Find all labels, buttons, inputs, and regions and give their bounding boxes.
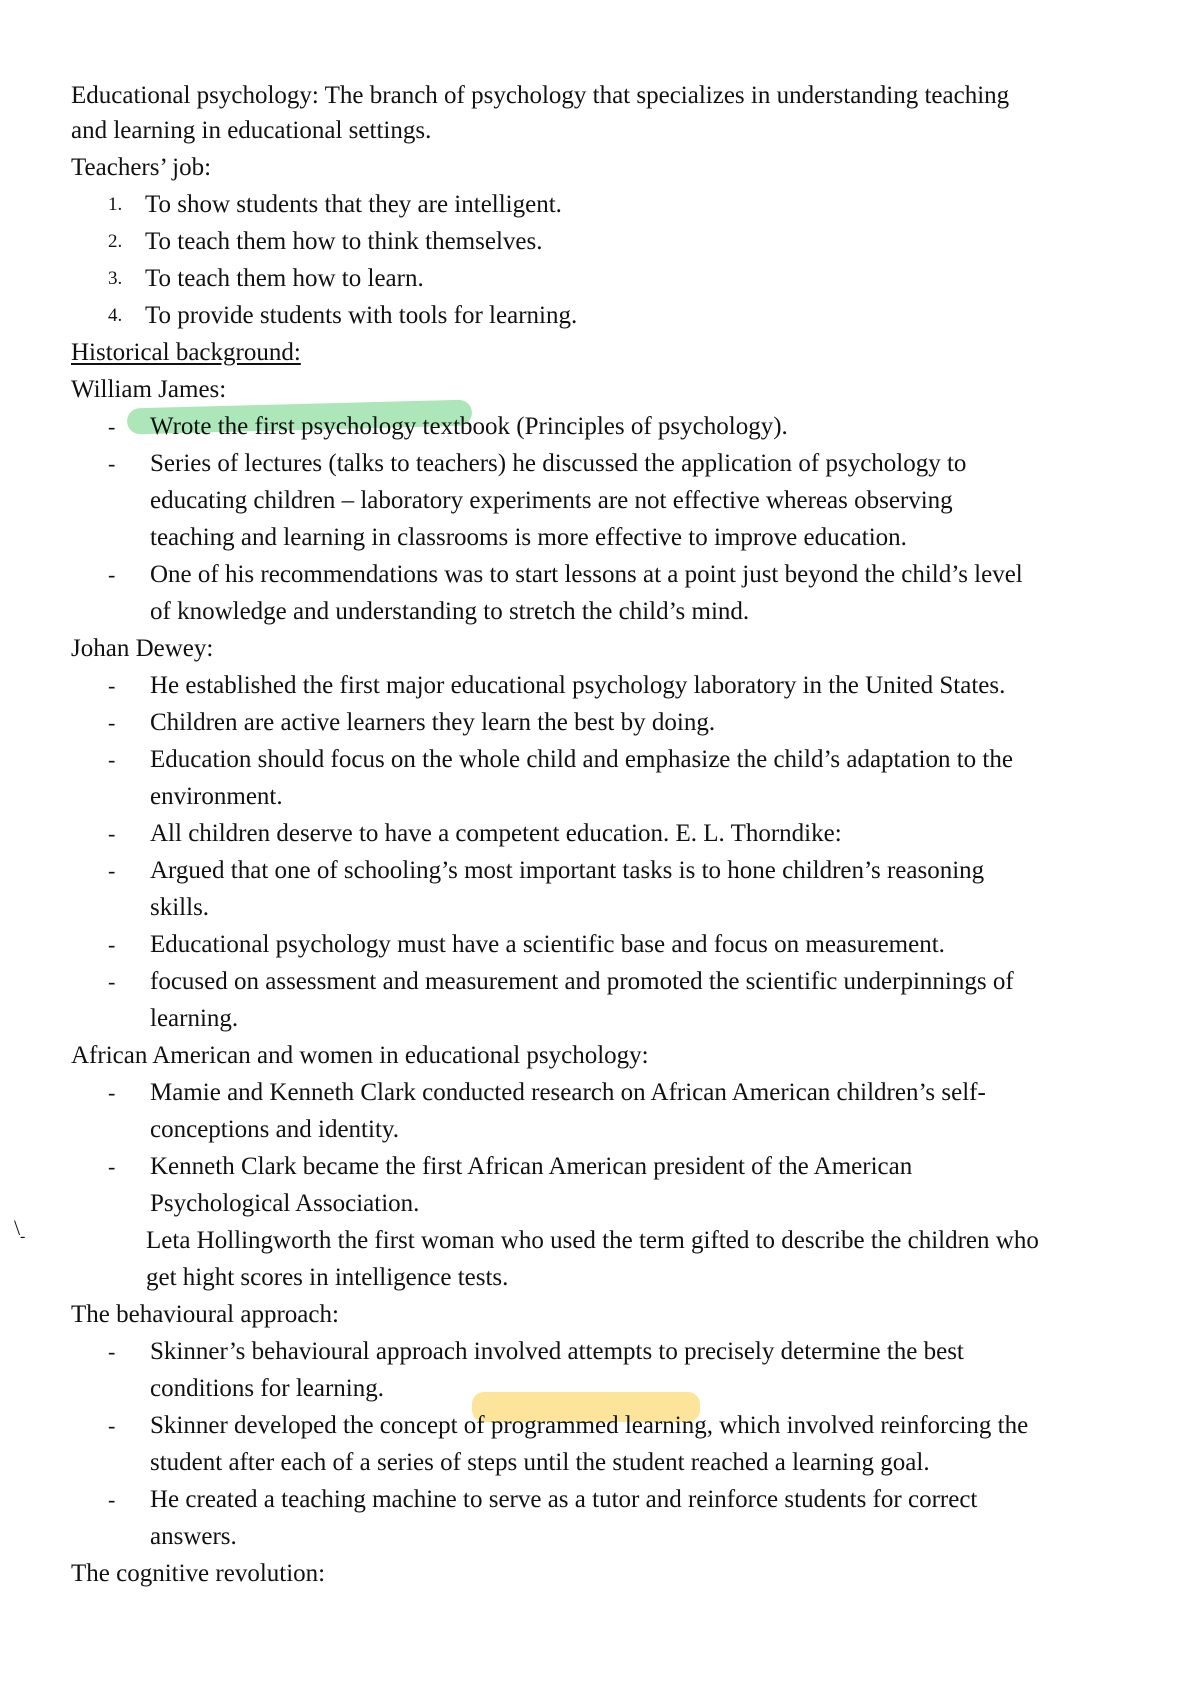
- bullet-dash: -: [108, 414, 116, 439]
- bullet-text: Wrote the first psychology textbook (Principles of psychology).: [150, 413, 788, 440]
- bullet-text: learning.: [150, 1005, 239, 1032]
- bullet-text: One of his recommendations was to start lessons at a point just beyond the child’s level: [150, 561, 1023, 588]
- bullet-dash: -: [108, 1080, 116, 1105]
- bullet-dash: -: [108, 562, 116, 587]
- bullet-text: Children are active learners they learn the best by doing.: [150, 709, 716, 736]
- bullet-dash: -: [108, 821, 116, 846]
- johan-dewey-heading: Johan Dewey:: [71, 635, 214, 662]
- stray-backslash-mark: \: [14, 1215, 21, 1240]
- william-james-heading: William James:: [71, 376, 227, 403]
- bullet-dash: -: [108, 858, 116, 883]
- bullet-text: skills.: [150, 894, 210, 921]
- bullet-dash: -: [108, 451, 116, 476]
- definition-line-1: Educational psychology: The branch of psychology that specializes in understanding teaching: [71, 82, 1010, 109]
- list-number: 4.: [108, 305, 123, 326]
- definition-line-2: and learning in educational settings.: [71, 117, 432, 144]
- bullet-dash: -: [108, 710, 116, 735]
- bullet-dash: -: [108, 932, 116, 957]
- bullet-text: Skinner developed the concept of programmed learning, which involved reinforcing the: [150, 1412, 1029, 1439]
- bullet-dash: -: [108, 1413, 116, 1438]
- list-item: To show students that they are intelligent.: [145, 191, 562, 218]
- bullet-text: teaching and learning in classrooms is more effective to improve education.: [150, 524, 907, 551]
- behavioural-approach-heading: The behavioural approach:: [71, 1301, 339, 1328]
- bullet-text: Leta Hollingworth the first woman who used the term gifted to describe the children who: [146, 1227, 1039, 1254]
- bullet-text: Skinner’s behavioural approach involved attempts to precisely determine the best: [150, 1338, 964, 1365]
- bullet-text: Educational psychology must have a scientific base and focus on measurement.: [150, 931, 945, 958]
- bullet-dash: -: [108, 1487, 116, 1512]
- bullet-text: Kenneth Clark became the first African American president of the American: [150, 1153, 913, 1180]
- bullet-text: answers.: [150, 1523, 237, 1550]
- bullet-text: conceptions and identity.: [150, 1116, 400, 1143]
- list-item: To teach them how to think themselves.: [145, 228, 543, 255]
- bullet-dash: -: [108, 1154, 116, 1179]
- bullet-text: student after each of a series of steps until the student reached a learning goal.: [150, 1449, 930, 1476]
- bullet-dash: -: [20, 1228, 26, 1245]
- bullet-text: focused on assessment and measurement and promoted the scientific underpinnings of: [150, 968, 1014, 995]
- teachers-job-heading: Teachers’ job:: [71, 154, 212, 181]
- bullet-text: Psychological Association.: [150, 1190, 420, 1217]
- african-american-women-heading: African American and women in educational psychology:: [71, 1042, 649, 1069]
- bullet-text: Argued that one of schooling’s most important tasks is to hone children’s reasoning: [150, 857, 985, 884]
- cognitive-revolution-heading: The cognitive revolution:: [71, 1560, 326, 1587]
- bullet-text: Mamie and Kenneth Clark conducted research on African American children’s self-: [150, 1079, 986, 1106]
- bullet-text: He established the first major educational psychology laboratory in the United States.: [150, 672, 1006, 699]
- bullet-dash: -: [108, 1339, 116, 1364]
- bullet-text: educating children – laboratory experiments are not effective whereas observing: [150, 487, 953, 514]
- list-number: 3.: [108, 268, 123, 289]
- bullet-text: All children deserve to have a competent education. E. L. Thorndike:: [150, 820, 842, 847]
- bullet-text: environment.: [150, 783, 283, 810]
- bullet-dash: -: [108, 747, 116, 772]
- bullet-text: He created a teaching machine to serve as a tutor and reinforce students for correct: [150, 1486, 978, 1513]
- historical-background-heading: Historical background:: [71, 339, 301, 366]
- bullet-dash: -: [108, 969, 116, 994]
- list-number: 1.: [108, 194, 123, 215]
- bullet-dash: -: [108, 673, 116, 698]
- bullet-text: get hight scores in intelligence tests.: [146, 1264, 509, 1291]
- list-item: To provide students with tools for learning.: [145, 302, 578, 329]
- bullet-text: conditions for learning.: [150, 1375, 384, 1402]
- list-item: To teach them how to learn.: [145, 265, 424, 292]
- bullet-text: of knowledge and understanding to stretch the child’s mind.: [150, 598, 750, 625]
- bullet-text: Series of lectures (talks to teachers) he discussed the application of psychology to: [150, 450, 967, 477]
- bullet-text: Education should focus on the whole child and emphasize the child’s adaptation to the: [150, 746, 1013, 773]
- list-number: 2.: [108, 231, 123, 252]
